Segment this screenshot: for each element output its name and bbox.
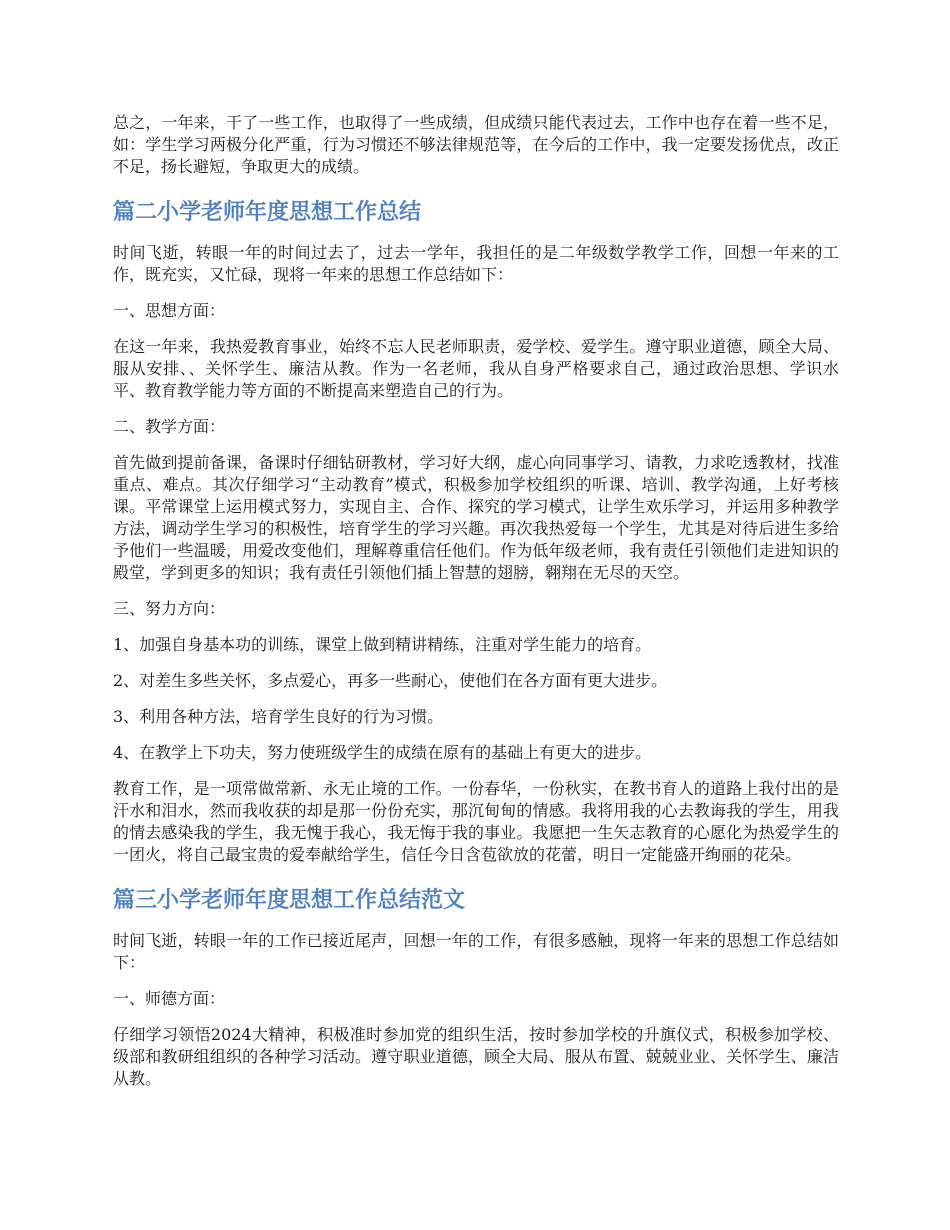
paragraph-intro-2: 时间飞逝，转眼一年的时间过去了，过去一学年，我担任的是二年级数学教学工作，回想一年来的工作，既充实，又忙碌，现将一年来的思想工作总结如下：: [113, 243, 839, 284]
subheading-thought: 一、思想方面：: [113, 301, 226, 320]
section-heading-2: 篇二小学老师年度思想工作总结: [113, 200, 422, 225]
paragraph-intro-3: 时间飞逝，转眼一年的工作已接近尾声，回想一年的工作，有很多感触，现将一年来的思想工作总结如下：: [113, 931, 839, 972]
list-item-4: 4、在教学上下功夫，努力使班级学生的成绩在原有的基础上有更大的进步。: [113, 743, 652, 762]
paragraph-ethics: 仔细学习领悟2024大精神，积极准时参加党的组织生活，按时参加学校的升旗仪式，积极参加学校、级部和教研组组织的各种学习活动。遵守职业道德，顾全大局、服从布置、兢兢业业、关怀学生、廉洁从教。: [113, 1025, 839, 1088]
subheading-teaching: 二、教学方面：: [113, 417, 226, 436]
list-item-3: 3、利用各种方法，培育学生良好的行为习惯。: [113, 707, 444, 726]
paragraph-education: 教育工作，是一项常做常新、永无止境的工作。一份春华，一份秋实，在教书育人的道路上我付出的是汗水和泪水，然而我收获的却是那一份份充实，那沉甸甸的情感。我将用我的心去教诲我的学生，用我的情去感染我的学生，我无愧于我心，我无悔于我的事业。我愿把一生矢志教育的心愿化为热爱学生的一团火，将自己最宝贵的爱奉献给学生，信任今日含苞欲放的花蕾，明日一定能盛开绚丽的花朵。: [113, 779, 839, 864]
document-page: [113, 112, 839, 1090]
paragraph-conclusion: 总之，一年来，干了一些工作，也取得了一些成绩，但成绩只能代表过去，工作中也存在着一些不足，如：学生学习两极分化严重，行为习惯还不够法律规范等，在今后的工作中，我一定要发扬优点，改正不足，扬长避短，争取更大的成绩。: [113, 113, 839, 176]
list-item-1: 1、加强自身基本功的训练，课堂上做到精讲精练，注重对学生能力的培育。: [113, 635, 652, 654]
paragraph-thought: 在这一年来，我热爱教育事业，始终不忘人民老师职责，爱学校、爱学生。遵守职业道德，顾全大局、服从安排、、关怀学生、廉洁从教。作为一名老师，我从自身严格要求自己，通过政治思想、学识水平、教育教学能力等方面的不断提高来塑造自己的行为。: [113, 337, 839, 400]
section-heading-3: 篇三小学老师年度思想工作总结范文: [113, 888, 466, 913]
list-item-2: 2、对差生多些关怀，多点爱心，再多一些耐心，使他们在各方面有更大进步。: [113, 671, 668, 690]
subheading-ethics: 一、师德方面：: [113, 989, 226, 1008]
paragraph-teaching: 首先做到提前备课，备课时仔细钻研教材，学习好大纲，虚心向同事学习、请教，力求吃透教材，找准重点、难点。其次仔细学习“主动教育”模式，积极参加学校组织的听课、培训、教学沟通，上好考核课。平常课堂上运用模式努力，实现自主、合作、探究的学习模式，让学生欢乐学习，并运用多种教学方法，调动学生学习的积极性，培育学生的学习兴趣。再次我热爱每一个学生，尤其是对待后进生多给予他们一些温暖，用爱改变他们，理解尊重信任他们。作为低年级老师，我有责任引领他们走进知识的殿堂，学到更多的知识；我有责任引领他们插上智慧的翅膀，翱翔在无尽的天空。: [113, 453, 839, 582]
subheading-direction: 三、努力方向：: [113, 599, 226, 618]
